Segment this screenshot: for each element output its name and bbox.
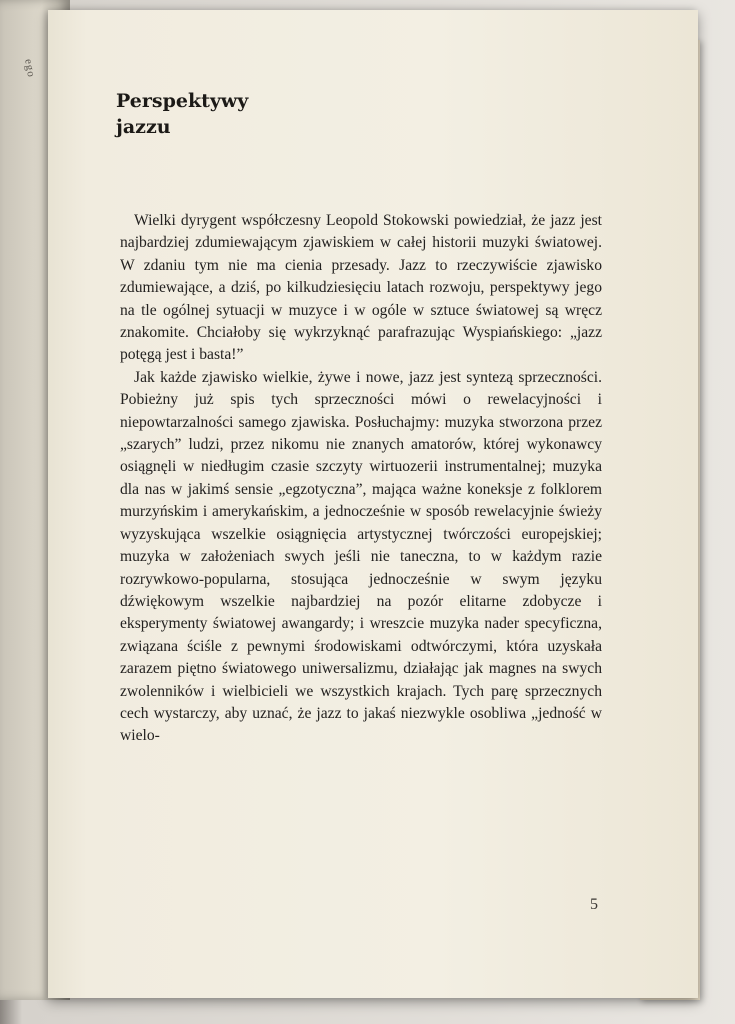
paragraph-1: Wielki dyrygent współczesny Leopold Stokowski powiedział, że jazz jest najbardziej zdumiewającym zjawiskiem w całej historii muzyki światowej. W zdaniu tym nie ma cienia przesady. Jazz to rzeczywiście zjawisko zdumiewające, a dziś, po kilkudziesięciu latach rozwoju, perspektywy jego na tle ogólnej sytuacji w muzyce i w ogóle w sztuce światowej są wręcz znakomite. Chciałoby się wykrzyknąć parafrazując Wyspiańskiego: „jazz potęgą jest i basta!” (120, 212, 602, 364)
paragraph-2: Jak każde zjawisko wielkie, żywe i nowe, jazz jest syntezą sprzeczności. Pobieżny już spis tych sprzeczności mówi o rewelacyjności i niepowtarzalności samego zjawiska. Posłuchajmy: muzyka stworzona przez „szarych” ludzi, przez nikomu nie znanych amatorów, której wykonawcy osiągnęli w niedługim czasie szczyty wirtuozerii instrumentalnej; muzyka dla nas w jakimś sensie „egzotyczna”, mająca ważne koneksje z folklorem murzyńskim i amerykańskim, a jednocześnie w sposób rewelacyjnie świeży wyzyskująca wszelkie osiągnięcia artystycznej twórczości europejskiej; muzyka w założeniach swych jeśli nie taneczna, to w każdym razie rozrywkowo-popularna, stosująca jednocześnie w swym języku dźwiękowym wszelkie najbardziej na pozór elitarne zdobycze i eksperymenty światowej awangardy; i wreszcie muzyka nader specyficzna, związana ściśle z pewnymi środowiskami odtwórczymi, która uzyskała zarazem piętno światowego uniwersalizmu, działając jak magnes na swych zwolenników i wielbicieli we wszystkich krajach. Tych parę sprzecznych cech wystarczy, aby uznać, że jazz to jakaś niezwykle osobliwa „jedność w wielo- (120, 368, 602, 745)
article-body (120, 210, 602, 748)
book-page (48, 10, 698, 998)
left-page-margin-text: ego (22, 58, 38, 79)
page-title (116, 88, 248, 140)
title-line-1: Perspektywy (116, 90, 249, 112)
page-number: 5 (590, 896, 598, 913)
title-line-2: jazzu (116, 116, 171, 138)
